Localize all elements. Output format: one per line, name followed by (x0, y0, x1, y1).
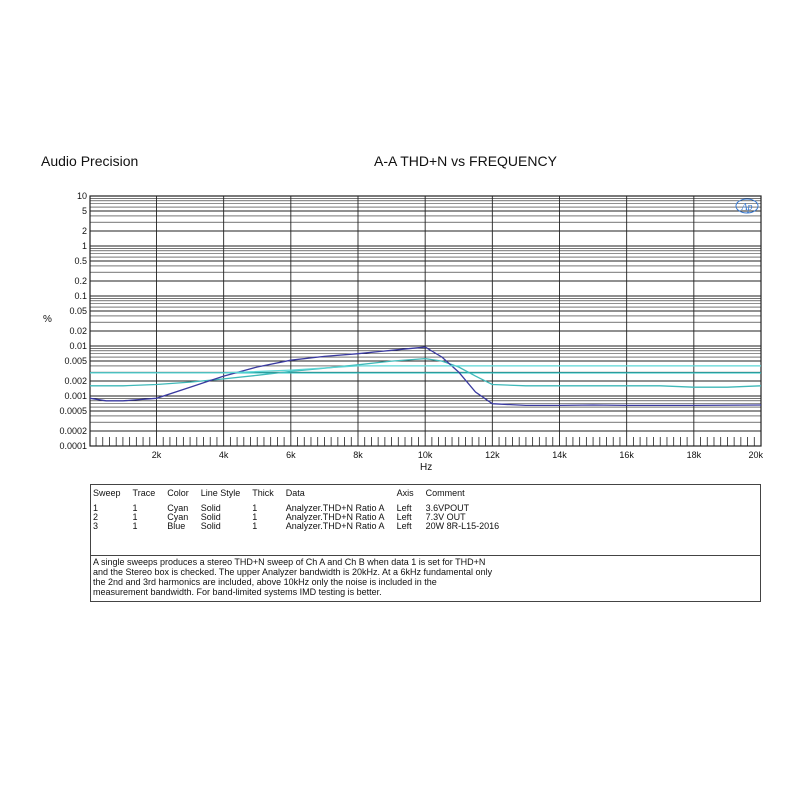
x-tick-labels (152, 450, 764, 460)
y-tick-label: 0.0002 (59, 425, 87, 436)
logo-text: Ap (741, 202, 753, 213)
table-cell: Cyan (167, 512, 189, 522)
table-cell: Analyzer.THD+N Ratio A (285, 521, 385, 531)
table-cell: Left (396, 503, 412, 513)
y-tick-label: 0.001 (64, 391, 87, 401)
y-tick-label: 1 (81, 241, 87, 251)
table-cell: Analyzer.THD+N Ratio A (285, 512, 385, 522)
table-cell: 1 (132, 512, 138, 522)
y-tick-label: 0.002 (64, 375, 87, 386)
chart-grid (90, 196, 761, 446)
table-cell: Solid (200, 521, 221, 531)
y-tick-label: 10 (76, 191, 87, 201)
table-cell: Cyan (167, 503, 189, 513)
table-cell: 1 (132, 521, 138, 531)
table-cell: Solid (200, 512, 221, 522)
table-cell: 1 (252, 521, 258, 531)
y-tick-label: 0.2 (74, 275, 87, 286)
x-tick-label: 16k (619, 450, 634, 460)
x-tick-label: 8k (353, 450, 363, 460)
y-tick-label: 0.1 (74, 291, 87, 301)
sweep-table (93, 488, 511, 531)
chart-title: A-A THD+N vs FREQUENCY (374, 153, 557, 169)
y-tick-label: 0.02 (69, 325, 87, 336)
y-tick-label: 0.05 (69, 306, 87, 317)
divider (91, 555, 760, 556)
sweep-table-header (93, 488, 511, 504)
column-header: Axis (396, 488, 414, 498)
y-tick-label: 0.5 (74, 256, 87, 267)
table-cell: 7.3V OUT (425, 512, 466, 522)
sweep-info-panel (90, 484, 761, 602)
x-axis-label: Hz (420, 462, 433, 473)
column-header: Data (285, 488, 305, 498)
y-tick-label: 0.0001 (59, 441, 87, 451)
x-tick-label: 4k (218, 450, 229, 460)
y-tick-label: 0.0005 (59, 406, 87, 417)
table-cell: 20W 8R-L15-2016 (425, 521, 500, 531)
ap-logo-icon (736, 199, 758, 213)
y-axis-label: % (43, 314, 52, 325)
x-tick-label: 12k (485, 450, 500, 460)
table-row (93, 522, 511, 531)
table-cell: 1 (252, 503, 258, 513)
column-header: Sweep (93, 488, 121, 498)
x-tick-label: 18k (686, 450, 702, 460)
y-tick-label: 0.005 (64, 356, 87, 367)
table-cell: Analyzer.THD+N Ratio A (285, 503, 385, 513)
table-cell: 1 (132, 503, 138, 513)
table-cell: Solid (200, 503, 221, 513)
x-tick-label: 10k (417, 450, 433, 460)
x-tick-label: 14k (552, 450, 567, 460)
column-header: Trace (132, 488, 156, 498)
table-cell: 1 (252, 512, 258, 522)
y-tick-label: 2 (81, 225, 87, 236)
x-tick-label: 6k (286, 450, 296, 460)
table-cell: 1 (93, 503, 99, 513)
column-header: Line Style (200, 488, 241, 498)
column-header: Comment (425, 488, 465, 498)
table-cell: Left (396, 521, 412, 531)
y-tick-label: 5 (81, 206, 87, 217)
column-header: Color (167, 488, 189, 498)
x-tick-label: 20k (748, 450, 763, 460)
y-tick-labels (59, 191, 87, 451)
table-cell: 3.6VPOUT (425, 503, 470, 513)
table-cell: Blue (167, 521, 186, 531)
column-header: Thick (252, 488, 274, 498)
x-tick-label: 2k (151, 450, 162, 460)
table-cell: 2 (93, 512, 99, 522)
y-tick-label: 0.01 (69, 341, 87, 351)
brand-label: Audio Precision (41, 153, 139, 169)
sweep-comment: A single sweeps produces a stereo THD+N sweep of Ch A and Ch B when data 1 is set for THD+N and the Stereo box is checked. The upper Analyzer bandwidth is 20kHz. At a 6kHz fundamental only the 2nd and 3rd harmonics are included, above 10kHz only the noise is included in the measurement bandwidth. For band-limited systems IMD testing is better. (93, 557, 493, 597)
table-cell: Left (396, 512, 412, 522)
table-cell: 3 (93, 521, 99, 531)
